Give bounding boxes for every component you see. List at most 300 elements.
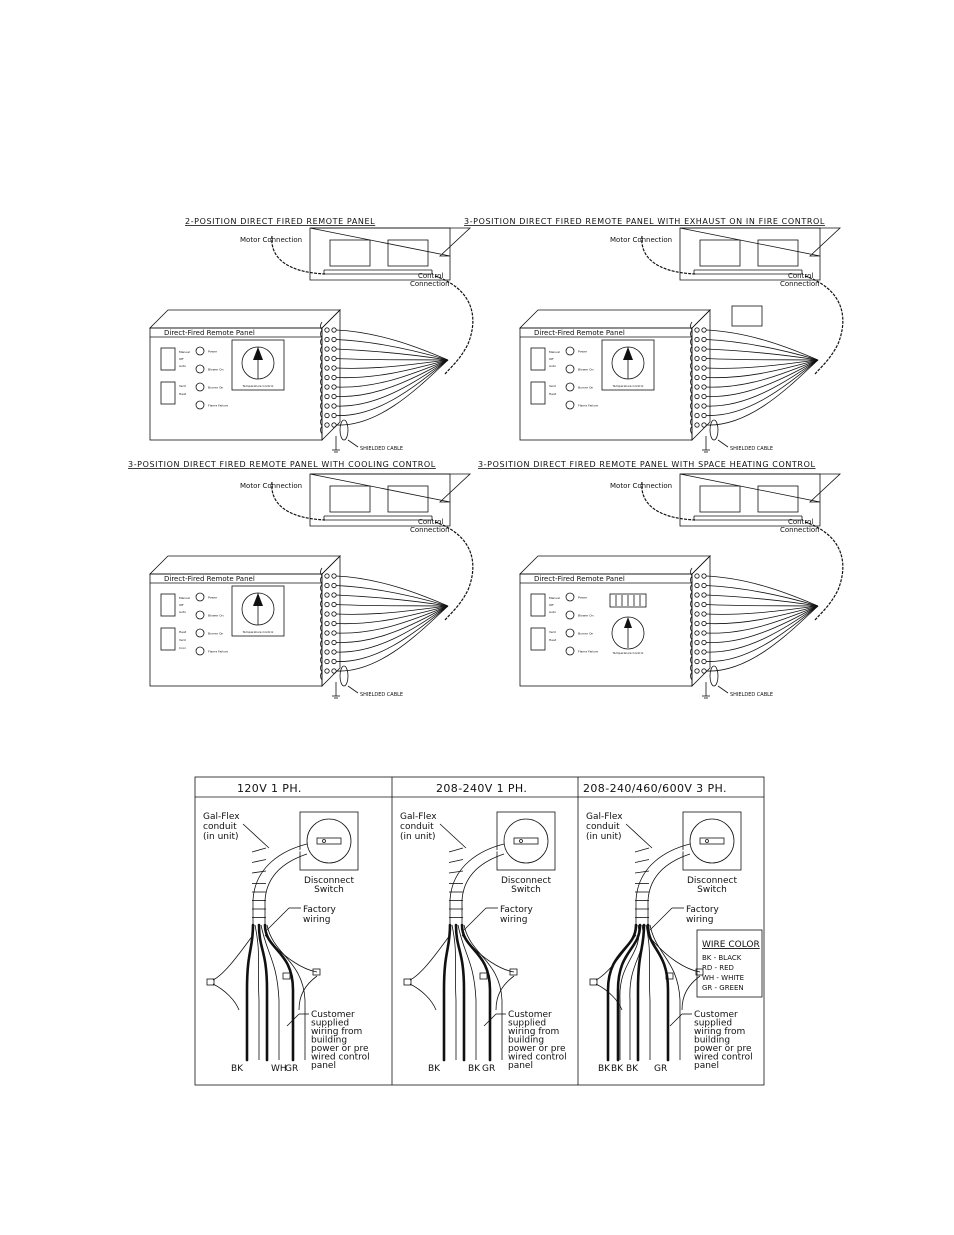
wire-color-code: BK — [231, 1064, 244, 1074]
control-wire — [706, 605, 818, 607]
factory-wiring-label: Factory — [686, 905, 719, 915]
leader-line — [626, 824, 652, 848]
customer-wiring-label: wired control — [311, 1052, 370, 1063]
remote-panel-2 — [464, 217, 843, 452]
control-wire — [706, 360, 818, 425]
indicator-light-label: Blower On — [578, 613, 594, 618]
motor-connection-label: Motor Connection — [240, 236, 303, 244]
terminal — [332, 583, 336, 587]
terminal — [332, 413, 336, 417]
panel-cutaway-edge — [321, 322, 323, 434]
terminal — [702, 413, 706, 417]
terminal — [325, 337, 329, 341]
terminal — [332, 602, 336, 606]
remote-panel-title: Direct-Fired Remote Panel — [164, 329, 255, 337]
panel-drawing — [520, 474, 843, 698]
terminal — [332, 574, 336, 578]
terminal — [695, 621, 699, 625]
terminal — [332, 394, 336, 398]
wire-color-code: BK — [598, 1064, 611, 1074]
terminal — [332, 640, 336, 644]
terminal — [325, 375, 329, 379]
motor-connection-label: Motor Connection — [610, 482, 673, 490]
switch-position-label: Off — [179, 603, 184, 607]
wire — [444, 925, 450, 1060]
customer-wiring-label: wiring from — [311, 1027, 363, 1037]
terminal — [702, 612, 706, 616]
conduit-ring — [635, 860, 649, 863]
disconnect-dial — [307, 819, 351, 863]
remote-panel-title: Direct-Fired Remote Panel — [164, 575, 255, 583]
switch-position-label: Auto — [549, 364, 556, 368]
terminal — [702, 328, 706, 332]
wire-color-code: BK — [428, 1064, 441, 1074]
terminal — [695, 385, 699, 389]
wiring-column-1 — [203, 782, 370, 1074]
conduit-ring — [252, 871, 266, 873]
panel-drawing — [520, 228, 843, 452]
terminal — [695, 366, 699, 370]
disconnect-switch-label: Switch — [511, 885, 541, 895]
terminal — [702, 640, 706, 644]
conduit-edge — [636, 844, 690, 925]
disconnect-switch-label: Disconnect — [687, 876, 737, 886]
wire-color-code: BK — [468, 1064, 481, 1074]
conduit-label: (in unit) — [586, 832, 622, 842]
customer-wiring-label: power or pre — [508, 1044, 566, 1054]
conduit-ring — [449, 871, 463, 873]
wire-color-code: BK — [626, 1064, 639, 1074]
switch-position-label: Manual — [549, 596, 560, 600]
terminal — [695, 583, 699, 587]
terminal — [702, 385, 706, 389]
wire-outline — [255, 925, 259, 1060]
conduit-ring — [252, 848, 266, 852]
motor-connection-label: Motor Connection — [240, 482, 303, 490]
switch-position-label: Vent — [549, 630, 556, 634]
terminal — [695, 669, 699, 673]
conduit-edge — [450, 844, 504, 925]
indicator-light-label: Burner On — [578, 631, 594, 636]
leader-line — [650, 908, 672, 930]
terminal — [325, 659, 329, 663]
wire-color-code: WH — [271, 1064, 287, 1074]
terminal — [325, 602, 329, 606]
customer-wiring-label: Customer — [311, 1010, 355, 1020]
disconnect-switch-box — [497, 812, 555, 870]
panel-outline — [150, 228, 473, 452]
terminal — [695, 328, 699, 332]
conduit-edge — [253, 844, 307, 925]
customer-wiring-label: supplied — [694, 1018, 733, 1029]
terminal — [332, 650, 336, 654]
dial-label: Temperature Control — [612, 651, 644, 655]
terminal — [325, 640, 329, 644]
terminal — [702, 593, 706, 597]
legend-row: RD - RED — [702, 964, 734, 972]
dial-label: Temperature Control — [242, 384, 274, 388]
wire-branch — [648, 935, 700, 972]
customer-wiring-label: supplied — [311, 1018, 350, 1029]
indicator-light-label: Blower On — [578, 367, 594, 372]
switch-position-label: Auto — [549, 610, 556, 614]
field-wires — [608, 925, 680, 1060]
control-wire — [336, 349, 448, 360]
legend-row: GR - GREEN — [702, 984, 744, 992]
switch-position-label: Off — [549, 357, 554, 361]
indicator-light-label: Power — [208, 595, 218, 600]
terminal — [695, 593, 699, 597]
terminal — [332, 621, 336, 625]
leader-line — [440, 824, 466, 848]
conduit-ring — [635, 871, 649, 873]
customer-wiring-label: wiring from — [694, 1027, 746, 1037]
switch-position-label: Vent — [549, 384, 556, 388]
indicator-light-label: Blower On — [208, 613, 224, 618]
control-wire — [336, 595, 448, 606]
terminal — [325, 612, 329, 616]
disconnect-switch-label: Disconnect — [501, 876, 551, 886]
control-connection-label: Connection — [780, 280, 820, 288]
switch-position-label: Heat — [179, 630, 187, 634]
customer-wiring-label: wiring from — [508, 1027, 560, 1037]
customer-wiring-label: Customer — [694, 1010, 738, 1020]
leader-line — [243, 824, 269, 848]
control-wire — [336, 605, 448, 607]
terminal — [325, 413, 329, 417]
customer-wiring-label: power or pre — [694, 1044, 752, 1054]
control-connection-label: Control — [788, 272, 814, 280]
terminal — [325, 404, 329, 408]
shielded-cable-label: SHIELDED CABLE — [360, 692, 404, 698]
shielded-cable-label: SHIELDED CABLE — [730, 692, 774, 698]
terminal — [695, 375, 699, 379]
remote-panels-group — [128, 217, 843, 698]
wire-color-legend — [697, 930, 762, 997]
terminal — [325, 347, 329, 351]
conduit-label: conduit — [400, 822, 434, 832]
terminal — [332, 612, 336, 616]
voltage-title: 120V 1 PH. — [237, 782, 302, 795]
dial-label: Temperature Control — [242, 630, 274, 634]
terminal — [695, 413, 699, 417]
terminal-strip — [695, 574, 818, 673]
panel-cutaway-edge — [691, 322, 693, 434]
terminal — [702, 574, 706, 578]
conduit-edge — [462, 854, 504, 925]
wire-nut — [480, 973, 487, 979]
wiring-frame — [195, 777, 764, 1085]
field-wires — [444, 925, 502, 1060]
indicator-light-label: Flame Failure — [208, 403, 228, 408]
control-wire — [336, 360, 448, 425]
terminal-strip — [325, 328, 448, 427]
legend-row: BK - BLACK — [702, 954, 742, 962]
legend-heading: WIRE COLOR — [702, 940, 760, 950]
control-wire — [706, 349, 818, 360]
panel-outline — [520, 474, 843, 698]
terminal — [332, 669, 336, 673]
indicator-light-label: Burner On — [208, 385, 224, 390]
factory-wiring-label: Factory — [500, 905, 533, 915]
power-wiring-diagram — [195, 777, 764, 1085]
terminal — [332, 404, 336, 408]
terminal-strip — [695, 328, 818, 427]
disconnect-switch-label: Disconnect — [304, 876, 354, 886]
indicator-light-label: Flame Failure — [578, 649, 598, 654]
disconnect-dial — [504, 819, 548, 863]
wire — [638, 925, 644, 1060]
control-connection-label: Connection — [410, 526, 450, 534]
terminal — [702, 404, 706, 408]
remote-panel-3 — [128, 460, 473, 698]
switch-position-label: Auto — [179, 364, 186, 368]
terminal — [332, 375, 336, 379]
exhaust-relay-box — [732, 306, 762, 326]
conduit-label: (in unit) — [203, 832, 239, 842]
leader-line — [267, 908, 289, 930]
terminal — [325, 356, 329, 360]
terminal — [325, 593, 329, 597]
switch-position-label: Heat — [179, 392, 187, 396]
terminal — [325, 366, 329, 370]
terminal — [702, 659, 706, 663]
switch-position-label: Manual — [549, 350, 560, 354]
terminal — [702, 356, 706, 360]
disconnect-handle — [700, 838, 724, 844]
terminal — [325, 621, 329, 625]
panel-diagram-title: 3-POSITION DIRECT FIRED REMOTE PANEL WITH EXHAUST ON IN FIRE CONTROL — [464, 217, 825, 226]
disconnect-pivot — [520, 840, 523, 843]
remote-panel-title: Direct-Fired Remote Panel — [534, 575, 625, 583]
control-wire — [336, 360, 448, 397]
terminal — [332, 659, 336, 663]
customer-wiring-label: power or pre — [311, 1044, 369, 1054]
terminal — [325, 583, 329, 587]
wire-color-code: GR — [285, 1064, 299, 1074]
wire-branch — [213, 984, 239, 1010]
panel-cutaway-edge — [321, 568, 323, 680]
terminal — [325, 650, 329, 654]
dial-label: Temperature Control — [612, 384, 644, 388]
panel-drawing — [150, 228, 473, 452]
terminal — [702, 602, 706, 606]
wire-outline — [452, 925, 456, 1060]
switch-position-label: Cool — [179, 646, 186, 650]
terminal — [325, 631, 329, 635]
terminal — [695, 347, 699, 351]
legend-row: WH - WHITE — [702, 974, 745, 982]
terminal — [702, 669, 706, 673]
terminal — [695, 659, 699, 663]
indicator-light-label: Flame Failure — [578, 403, 598, 408]
conduit-label: Gal-Flex — [400, 812, 437, 822]
wire-color-code: BK — [611, 1064, 624, 1074]
switch-position-label: Auto — [179, 610, 186, 614]
switch-position-label: Heat — [549, 638, 557, 642]
terminal — [325, 574, 329, 578]
control-connection-label: Connection — [410, 280, 450, 288]
panel-outline — [150, 474, 473, 698]
terminal — [332, 366, 336, 370]
disconnect-switch-label: Switch — [697, 885, 727, 895]
control-wire — [336, 606, 448, 671]
terminal — [332, 631, 336, 635]
conduit-ring — [449, 860, 463, 863]
terminal — [325, 385, 329, 389]
indicator-light-label: Power — [208, 349, 218, 354]
terminal — [695, 423, 699, 427]
disconnect-handle — [514, 838, 538, 844]
terminal — [695, 356, 699, 360]
disconnect-switch-label: Switch — [314, 885, 344, 895]
conduit-edge — [648, 854, 690, 925]
conduit-ring — [449, 848, 463, 852]
indicator-light-label: Blower On — [208, 367, 224, 372]
terminal — [695, 650, 699, 654]
conduit-ring — [252, 860, 266, 863]
control-wire — [336, 359, 448, 361]
terminal — [702, 583, 706, 587]
remote-panel-4 — [478, 460, 843, 698]
indicator-light-label: Flame Failure — [208, 649, 228, 654]
customer-wiring-label: panel — [311, 1061, 336, 1071]
leader-line — [464, 908, 486, 930]
terminal — [695, 404, 699, 408]
factory-wiring-label: wiring — [500, 915, 528, 925]
panel-cutaway-edge — [691, 568, 693, 680]
wire-nut — [207, 979, 214, 985]
terminal — [332, 356, 336, 360]
indicator-light-label: Burner On — [578, 385, 594, 390]
terminal — [332, 593, 336, 597]
panel-outline — [520, 228, 843, 452]
indicator-light-label: Power — [578, 595, 588, 600]
control-wire — [706, 595, 818, 606]
indicator-light-label: Burner On — [208, 631, 224, 636]
customer-wiring-label: panel — [508, 1061, 533, 1071]
terminal — [695, 631, 699, 635]
remote-panel-1 — [150, 217, 473, 452]
disconnect-switch-box — [300, 812, 358, 870]
terminal — [702, 621, 706, 625]
wire — [247, 925, 253, 1060]
control-wire — [706, 606, 818, 671]
terminal — [332, 423, 336, 427]
factory-wiring-label: wiring — [686, 915, 714, 925]
terminal — [332, 337, 336, 341]
control-wire — [336, 606, 448, 643]
terminal — [695, 612, 699, 616]
disconnect-dial — [690, 819, 734, 863]
wire — [259, 925, 267, 1060]
customer-wiring-label: building — [694, 1035, 731, 1046]
panel-diagram-title: 3-POSITION DIRECT FIRED REMOTE PANEL WITH COOLING CONTROL — [128, 460, 436, 469]
terminal — [332, 328, 336, 332]
control-connection-label: Control — [418, 518, 444, 526]
customer-wiring-label: Customer — [508, 1010, 552, 1020]
switch-position-label: Manual — [179, 596, 190, 600]
customer-wiring-label: panel — [694, 1061, 719, 1071]
control-connection-label: Connection — [780, 526, 820, 534]
voltage-title: 208-240V 1 PH. — [436, 782, 528, 795]
shielded-cable-label: SHIELDED CABLE — [360, 446, 404, 452]
wire-color-code: GR — [482, 1064, 496, 1074]
switch-position-label: Vent — [179, 638, 186, 642]
motor-connection-label: Motor Connection — [610, 236, 673, 244]
wire — [608, 925, 636, 1060]
wiring-column-2 — [400, 782, 567, 1074]
control-connection-label: Control — [418, 272, 444, 280]
terminal — [702, 375, 706, 379]
factory-wiring-label: Factory — [303, 905, 336, 915]
switch-position-label: Vent — [179, 384, 186, 388]
terminal — [325, 669, 329, 673]
terminal — [702, 650, 706, 654]
terminal — [325, 394, 329, 398]
customer-wiring-label: wired control — [508, 1052, 567, 1063]
panel-diagram-title: 3-POSITION DIRECT FIRED REMOTE PANEL WITH SPACE HEATING CONTROL — [478, 460, 816, 469]
control-wire — [706, 360, 818, 397]
wire-nut — [404, 979, 411, 985]
disconnect-pivot — [323, 840, 326, 843]
terminal — [332, 385, 336, 389]
terminal — [702, 347, 706, 351]
terminal — [702, 423, 706, 427]
wire-branch — [410, 984, 436, 1010]
customer-wiring-label: building — [311, 1035, 348, 1046]
terminal — [332, 347, 336, 351]
terminal — [702, 631, 706, 635]
factory-wiring-label: wiring — [303, 915, 331, 925]
terminal — [702, 337, 706, 341]
panel-drawing — [150, 474, 473, 698]
terminal — [695, 337, 699, 341]
disconnect-handle — [317, 838, 341, 844]
customer-wiring-label: building — [508, 1035, 545, 1046]
disconnect-pivot — [706, 840, 709, 843]
wire-outline — [646, 925, 650, 1060]
voltage-title: 208-240/460/600V 3 PH. — [583, 782, 727, 795]
terminal — [702, 366, 706, 370]
terminal — [695, 602, 699, 606]
terminal — [695, 574, 699, 578]
switch-position-label: Off — [549, 603, 554, 607]
switch-position-label: Off — [179, 357, 184, 361]
customer-wiring-label: wired control — [694, 1052, 753, 1063]
customer-wiring-label: supplied — [508, 1018, 547, 1029]
terminal-strip — [325, 574, 448, 673]
terminal — [702, 394, 706, 398]
control-connection-label: Control — [788, 518, 814, 526]
wire — [456, 925, 464, 1060]
field-wires — [247, 925, 305, 1060]
panel-diagram-title: 2-POSITION DIRECT FIRED REMOTE PANEL — [185, 217, 376, 226]
conduit-label: conduit — [586, 822, 620, 832]
terminal — [325, 328, 329, 332]
terminal — [695, 394, 699, 398]
remote-panel-title: Direct-Fired Remote Panel — [534, 329, 625, 337]
conduit-label: Gal-Flex — [586, 812, 623, 822]
conduit-ring — [635, 848, 649, 852]
terminal — [695, 640, 699, 644]
wire-nut — [590, 979, 597, 985]
terminal — [325, 423, 329, 427]
wiring-column-3 — [583, 782, 753, 1074]
switch-position-label: Manual — [179, 350, 190, 354]
wire-color-code: GR — [654, 1064, 668, 1074]
conduit-label: conduit — [203, 822, 237, 832]
